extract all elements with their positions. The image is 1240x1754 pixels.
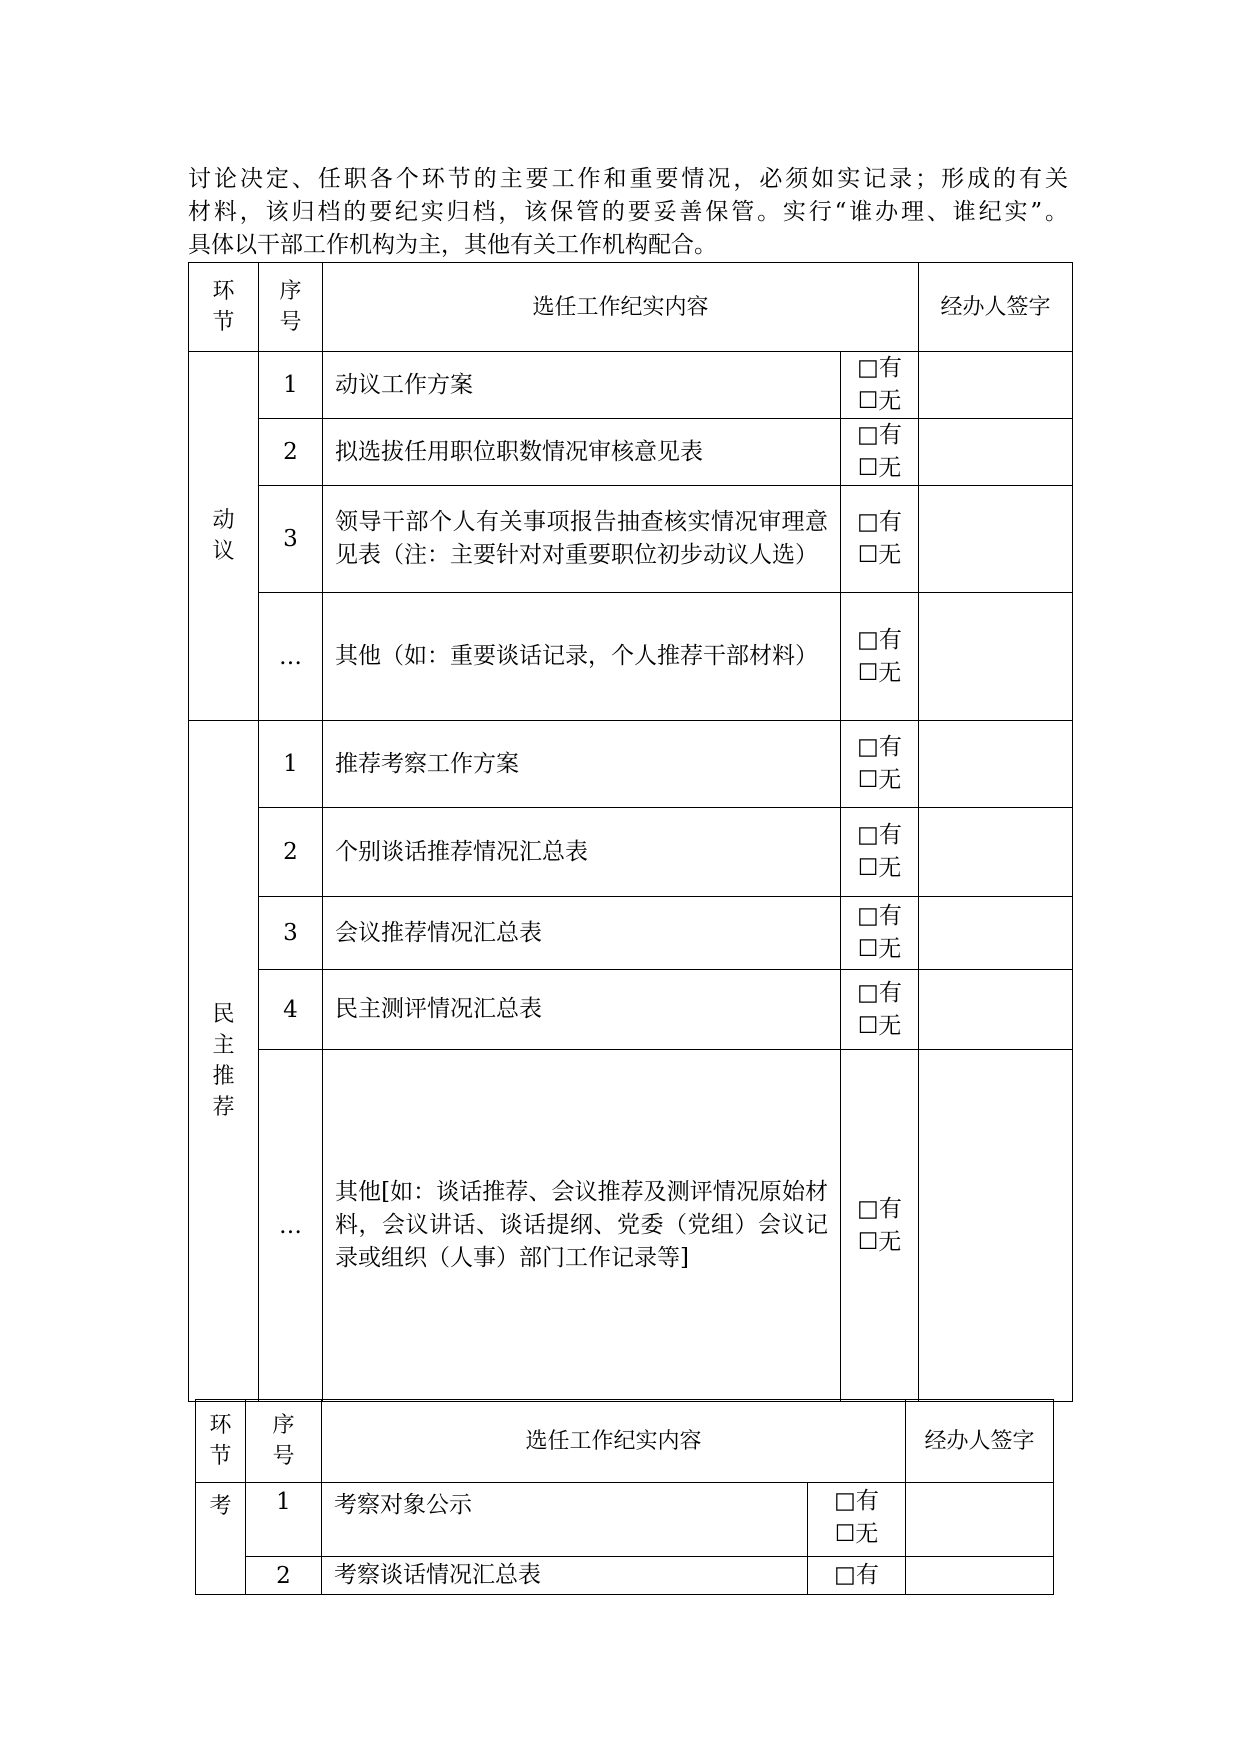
content-cell: 会议推荐情况汇总表 bbox=[323, 897, 841, 970]
table-row bbox=[189, 970, 1073, 1050]
signature-cell[interactable] bbox=[919, 419, 1073, 486]
table-row bbox=[189, 897, 1073, 970]
signature-cell[interactable] bbox=[919, 970, 1073, 1050]
yes-checkbox[interactable]: □有 bbox=[808, 1557, 906, 1595]
seq-cell: 2 bbox=[259, 808, 323, 897]
content-cell: 动议工作方案 bbox=[323, 352, 841, 419]
signature-cell[interactable] bbox=[919, 808, 1073, 897]
signature-cell[interactable] bbox=[919, 897, 1073, 970]
table-header-row bbox=[189, 263, 1073, 352]
yes-no-checkbox[interactable]: □有 ☐无 bbox=[841, 808, 919, 897]
seq-cell: 1 bbox=[246, 1483, 322, 1557]
signature-cell[interactable] bbox=[919, 593, 1073, 721]
yes-no-checkbox[interactable]: □有 ☐无 bbox=[841, 970, 919, 1050]
table-row bbox=[189, 419, 1073, 486]
header-seq: 序 号 bbox=[246, 1400, 322, 1483]
seq-cell: … bbox=[259, 593, 323, 721]
intro-paragraph bbox=[188, 163, 1068, 262]
header-signature: 经办人签字 bbox=[919, 263, 1073, 352]
record-table-2 bbox=[195, 1399, 1054, 1595]
yes-no-checkbox[interactable]: □有 ☐无 bbox=[841, 486, 919, 593]
seq-cell: 1 bbox=[259, 352, 323, 419]
header-signature: 经办人签字 bbox=[906, 1400, 1054, 1483]
seq-cell: … bbox=[259, 1050, 323, 1402]
content-cell: 拟选拔任用职位职数情况审核意见表 bbox=[323, 419, 841, 486]
seq-cell: 1 bbox=[259, 721, 323, 808]
stage-cell-dongyi: 动 议 bbox=[189, 352, 259, 721]
signature-cell[interactable] bbox=[919, 721, 1073, 808]
record-table-1 bbox=[188, 262, 1073, 1402]
header-stage: 环 节 bbox=[189, 263, 259, 352]
table-row bbox=[196, 1483, 1054, 1557]
content-cell: 其他[如：谈话推荐、会议推荐及测评情况原始材料，会议讲话、谈话提纲、党委（党组）会议记录或组织（人事）部门工作记录等] bbox=[323, 1050, 841, 1402]
content-cell: 推荐考察工作方案 bbox=[323, 721, 841, 808]
seq-cell: 3 bbox=[259, 897, 323, 970]
signature-cell[interactable] bbox=[906, 1483, 1054, 1557]
seq-cell: 4 bbox=[259, 970, 323, 1050]
table-row bbox=[189, 352, 1073, 419]
content-cell: 民主测评情况汇总表 bbox=[323, 970, 841, 1050]
table-row bbox=[189, 808, 1073, 897]
header-content: 选任工作纪实内容 bbox=[323, 263, 919, 352]
seq-cell: 2 bbox=[246, 1557, 322, 1595]
content-cell: 个别谈话推荐情况汇总表 bbox=[323, 808, 841, 897]
content-cell: 考察对象公示 bbox=[322, 1483, 808, 1557]
stage-cell-kaocha: 考 bbox=[196, 1483, 246, 1595]
yes-no-checkbox[interactable]: □有 ☐无 bbox=[841, 593, 919, 721]
content-cell: 考察谈话情况汇总表 bbox=[322, 1557, 808, 1595]
header-stage: 环 节 bbox=[196, 1400, 246, 1483]
seq-cell: 2 bbox=[259, 419, 323, 486]
yes-no-checkbox[interactable]: □有 ☐无 bbox=[841, 897, 919, 970]
yes-no-checkbox[interactable]: □有 ☐无 bbox=[808, 1483, 906, 1557]
signature-cell[interactable] bbox=[906, 1557, 1054, 1595]
yes-no-checkbox[interactable]: □有 ☐无 bbox=[841, 721, 919, 808]
header-seq: 序 号 bbox=[259, 263, 323, 352]
table-row bbox=[189, 486, 1073, 593]
intro-line: 具体以干部工作机构为主，其他有关工作机构配合。 bbox=[188, 232, 717, 258]
intro-line: 讨论决定、任职各个环节的主要工作和重要情况，必须如实记录；形成的有关 bbox=[188, 166, 1068, 192]
yes-no-checkbox[interactable]: □有 ☐无 bbox=[841, 352, 919, 419]
intro-line: 材料，该归档的要纪实归档，该保管的要妥善保管。实行“谁办理、谁纪实”。 bbox=[188, 199, 1068, 225]
table-row bbox=[189, 1050, 1073, 1402]
table-header-row bbox=[196, 1400, 1054, 1483]
signature-cell[interactable] bbox=[919, 352, 1073, 419]
signature-cell[interactable] bbox=[919, 486, 1073, 593]
yes-no-checkbox[interactable]: □有 ☐无 bbox=[841, 1050, 919, 1402]
content-cell: 其他（如：重要谈话记录，个人推荐干部材料） bbox=[323, 593, 841, 721]
yes-no-checkbox[interactable]: □有 ☐无 bbox=[841, 419, 919, 486]
table-row bbox=[189, 721, 1073, 808]
content-cell: 领导干部个人有关事项报告抽查核实情况审理意见表（注：主要针对对重要职位初步动议人选） bbox=[323, 486, 841, 593]
table-row bbox=[189, 593, 1073, 721]
stage-cell-minzhu-tuijian: 民 主 推 荐 bbox=[189, 721, 259, 1402]
header-content: 选任工作纪实内容 bbox=[322, 1400, 906, 1483]
seq-cell: 3 bbox=[259, 486, 323, 593]
signature-cell[interactable] bbox=[919, 1050, 1073, 1402]
table-row bbox=[196, 1557, 1054, 1595]
